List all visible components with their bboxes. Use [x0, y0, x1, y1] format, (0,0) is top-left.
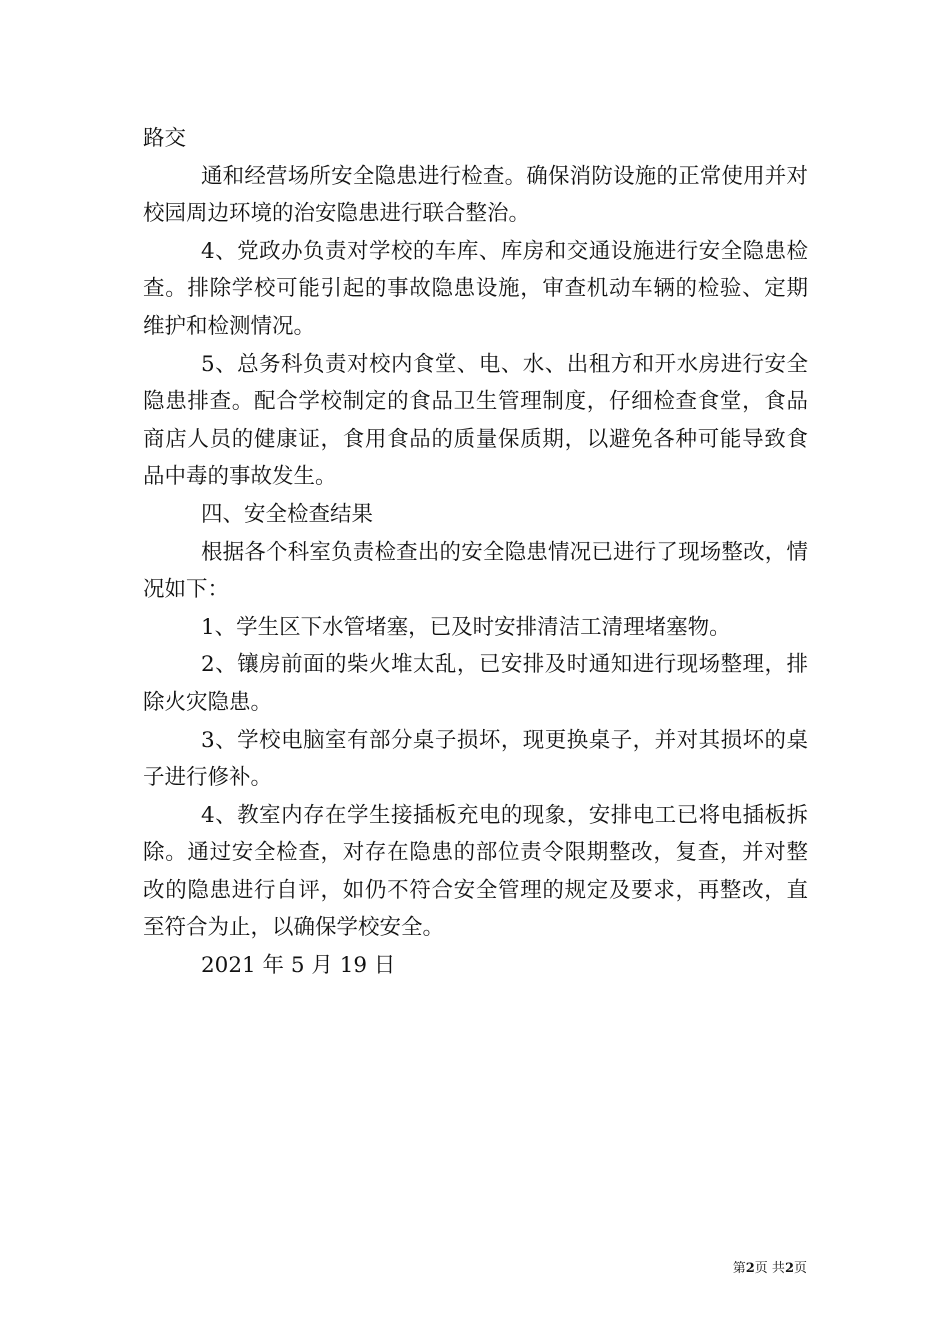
paragraph-item-5-general-affairs: 5、总务科负责对校内食堂、电、水、出租方和开水房进行安全隐患排查。配合学校制定的食品卫生管理制度，仔细检查食堂，食品商店人员的健康证，食用食品的质量保质期，以避免各种可能导致食品中毒的事故发生。: [143, 351, 808, 490]
page-footer: [733, 1257, 807, 1276]
paragraph-result-3: 3、学校电脑室有部分桌子损坏，现更换桌子，并对其损坏的桌子进行修补。: [143, 727, 808, 791]
paragraph-fragment: 路交: [143, 126, 187, 151]
footer-current-page: 2: [745, 1261, 755, 1276]
document-body: [143, 120, 808, 985]
paragraph-inspection-traffic: 通和经营场所安全隐患进行检查。确保消防设施的正常使用并对校园周边环境的治安隐患进行联合整治。: [143, 163, 808, 227]
section-heading-results: 四、安全检查结果: [201, 501, 374, 527]
paragraph-result-1: 1、学生区下水管堵塞，已及时安排清洁工清理堵塞物。: [201, 614, 731, 640]
document-date: 2021 年 5 月 19 日: [201, 953, 396, 979]
paragraph-result-4: 4、教室内存在学生接插板充电的现象，安排电工已将电插板拆除。通过安全检查，对存在隐患的部位责令限期整改，复查，并对整改的隐患进行自评，如仍不符合安全管理的规定及要求，再整改，直至符合为止，以确保学校安全。: [143, 802, 808, 941]
footer-suffix: 页: [793, 1261, 807, 1276]
footer-total-pages: 2: [784, 1261, 794, 1276]
paragraph-result-2: 2、镶房前面的柴火堆太乱，已安排及时通知进行现场整理，排除火灾隐患。: [143, 652, 808, 715]
footer-prefix: 第: [732, 1261, 746, 1276]
paragraph-results-intro: 根据各个科室负责检查出的安全隐患情况已进行了现场整改，情况如下：: [143, 539, 808, 603]
paragraph-item-4-party-office: 4、党政办负责对学校的车库、库房和交通设施进行安全隐患检查。排除学校可能引起的事故隐患设施，审查机动车辆的检验、定期维护和检测情况。: [143, 238, 808, 339]
footer-middle: 页 共: [754, 1261, 785, 1276]
